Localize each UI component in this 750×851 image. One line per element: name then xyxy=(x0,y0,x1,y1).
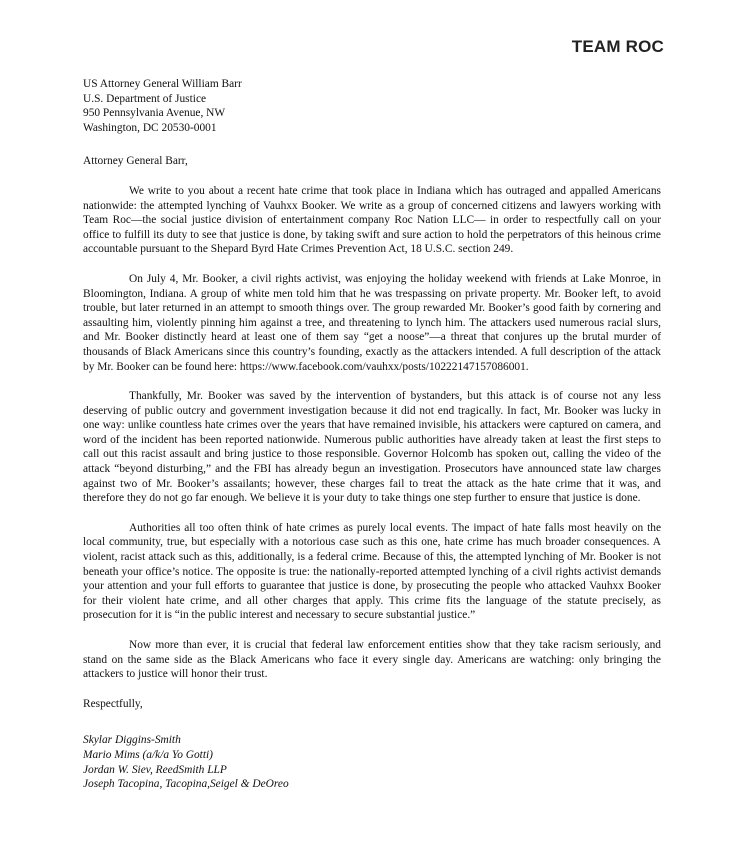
paragraph-3: Thankfully, Mr. Booker was saved by the intervention of bystanders, but this attack is of course not any less deserving of public outcry and government investigation because it did not end tragically. In fact, Mr. Booker was lucky in one way: unlike countless hate crimes over the years that have remained invisible, his attackers were captured on camera, and word of the incident has been reported nationwide. Numerous public authorities have already taken at least the first steps to call out this racist assault and bring justice to those responsible. Governor Holcomb has spoken out, calling the video of the attack “beyond disturbing,” and the FBI has already begun an investigation. Prosecutors have announced state law charges against two of Mr. Booker’s assailants; however, these charges fail to treat the attack as the hate crime that it was, and therefore they do not go far enough. We believe it is your duty to take things one step further to ensure that justice is done. xyxy=(83,390,661,505)
recipient-name: US Attorney General William Barr xyxy=(83,78,242,90)
recipient-address xyxy=(83,77,661,135)
paragraph-1: We write to you about a recent hate crime that took place in Indiana which has outraged and appalled Americans nationwide: the attempted lynching of Vauhxx Booker. We write as a group of concerned citizens and lawyers working with Team Roc—the social justice division of entertainment company Roc Nation LLC— in order to respectfully call on your office to fulfill its duty to see that justice is done, by taking swift and sure action to hold the perpetrators of this heinous crime accountable pursuant to the Shepard Byrd Hate Crimes Prevention Act, 18 U.S.C. section 249. xyxy=(83,184,661,256)
signature-block xyxy=(83,733,661,791)
signatory: Jordan W. Siev, ReedSmith LLP xyxy=(83,763,227,776)
recipient-street: 950 Pennsylvania Avenue, NW xyxy=(83,107,226,120)
signatory: Skylar Diggins-Smith xyxy=(83,734,181,747)
salutation: Attorney General Barr, xyxy=(83,155,188,168)
signatory: Mario Mims (a/k/a Yo Gotti) xyxy=(83,748,213,761)
paragraph-4: Authorities all too often think of hate crimes as purely local events. The impact of hate falls most heavily on the local community, true, but especially with a notorious case such as this one, hate crime has much broader consequences. A violent, racist attack such as this, additionally, is a federal crime. Because of this, the attempted lynching of Mr. Booker is not beneath your office’s notice. The opposite is true: the nationally-reported attempted lynching of a civil rights activist demands your attention and your full efforts to guarantee that justice is done, by prosecuting the people who attacked Vauhxx Booker for their violent hate crime, and all other charges that apply. This crime fits the language of the statute precisely, as prosecution for it is “in the public interest and necessary to secure substantial justice.” xyxy=(83,521,661,622)
recipient-department: U.S. Department of Justice xyxy=(83,92,207,105)
letter-body xyxy=(83,77,661,792)
closing: Respectfully, xyxy=(83,697,143,710)
signatory: Joseph Tacopina, Tacopina,Seigel & DeOreo xyxy=(83,778,289,791)
paragraph-2: On July 4, Mr. Booker, a civil rights activist, was enjoying the holiday weekend with friends at Lake Monroe, in Bloomington, Indiana. A group of white men told him that he was trespassing on private property. Mr. Booker left, to avoid trouble, but later returned in an attempt to smooth things over. The group rewarded Mr. Booker’s good faith by cornering and assaulting him, violently pinning him against a tree, and threatening to lynch him. The attackers used numerous racial slurs, and Mr. Booker distinctly heard at least one of them say “get a noose”—a threat that conjures up the brutal murder of thousands of Black Americans since this country’s founding, exactly as the attackers intended. A full description of the attack by Mr. Booker can be found here: https://www.facebook.com/vauhxx/posts/10222147157086001. xyxy=(83,272,661,373)
recipient-city: Washington, DC 20530-0001 xyxy=(83,121,217,134)
letterhead: TEAM ROC xyxy=(571,37,664,56)
paragraph-5: Now more than ever, it is crucial that federal law enforcement entities show that they take racism seriously, and stand on the same side as the Black Americans who face it every single day. Americans are watching: only bringing the attackers to justice will honor their trust. xyxy=(83,639,661,681)
